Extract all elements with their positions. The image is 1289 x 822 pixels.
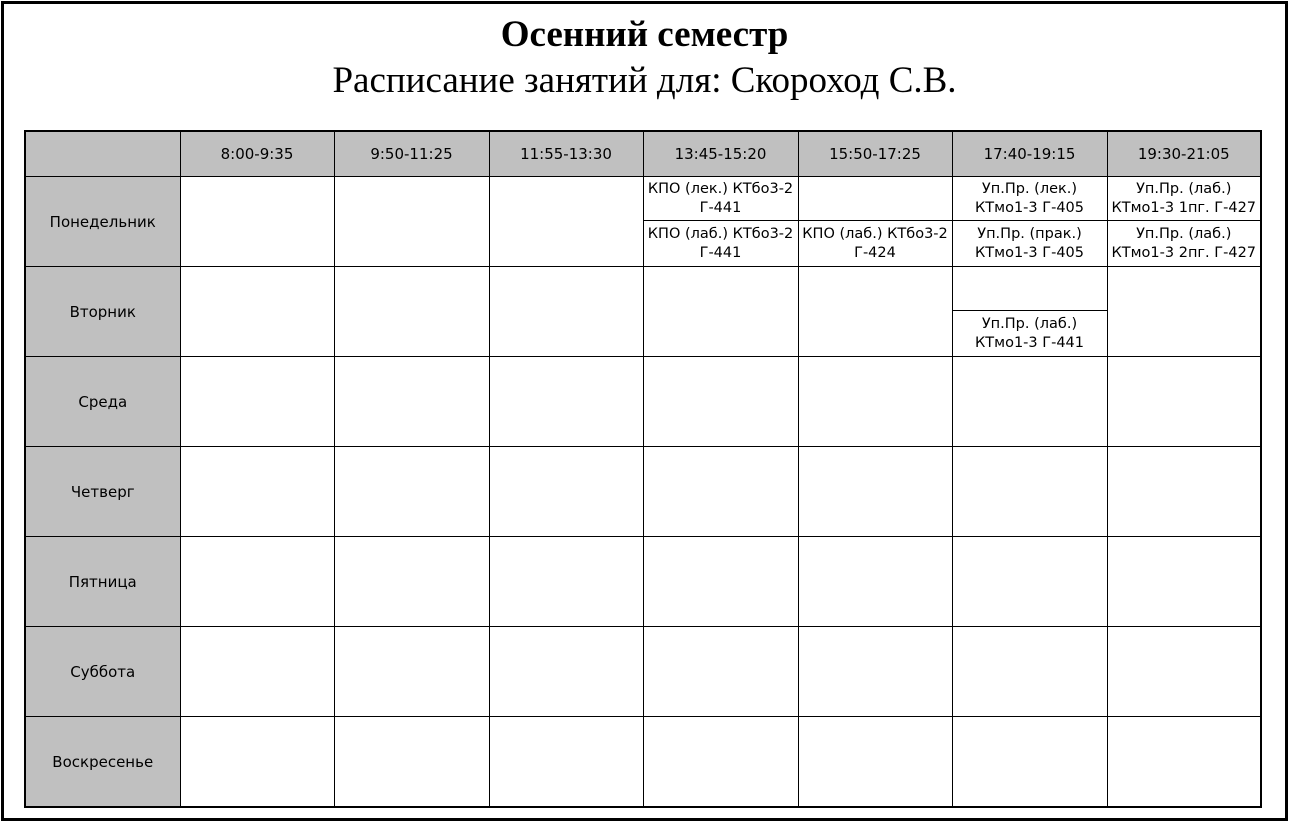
schedule-cell <box>180 447 334 537</box>
schedule-cell <box>952 267 1107 357</box>
day-label: Четверг <box>25 447 180 537</box>
class-entry <box>799 177 952 221</box>
page-title: Осенний семестр <box>500 14 789 55</box>
day-row-friday <box>25 537 1261 627</box>
day-row-sunday <box>25 717 1261 808</box>
day-row-monday <box>25 177 1261 267</box>
class-entry: Уп.Пр. (лек.) КТмо1-3 Г-405 <box>953 177 1107 221</box>
corner-cell <box>25 131 180 177</box>
schedule-cell <box>489 357 643 447</box>
time-slot-header: 9:50-11:25 <box>334 131 489 177</box>
schedule-cell <box>334 357 489 447</box>
schedule-cell <box>798 447 952 537</box>
schedule-cell <box>643 537 798 627</box>
schedule-cell <box>1107 447 1261 537</box>
schedule-cell <box>1107 627 1261 717</box>
day-label: Воскресенье <box>25 717 180 808</box>
day-label: Вторник <box>25 267 180 357</box>
schedule-cell <box>952 627 1107 717</box>
schedule-cell <box>180 357 334 447</box>
schedule-cell <box>1107 177 1261 267</box>
day-label: Пятница <box>25 537 180 627</box>
schedule-cell <box>334 627 489 717</box>
day-label: Суббота <box>25 627 180 717</box>
schedule-frame <box>1 1 1288 821</box>
schedule-cell <box>489 537 643 627</box>
schedule-cell <box>180 267 334 357</box>
schedule-cell <box>643 717 798 808</box>
schedule-cell <box>334 717 489 808</box>
class-entry: Уп.Пр. (прак.) КТмо1-3 Г-405 <box>974 225 1084 261</box>
schedule-cell <box>489 267 643 357</box>
time-slot-header: 15:50-17:25 <box>798 131 952 177</box>
schedule-cell <box>334 537 489 627</box>
schedule-cell <box>798 357 952 447</box>
schedule-cell <box>334 267 489 357</box>
schedule-cell <box>489 627 643 717</box>
schedule-table <box>24 130 1262 808</box>
schedule-cell <box>952 357 1107 447</box>
schedule-cell <box>334 177 489 267</box>
schedule-cell <box>1107 717 1261 808</box>
class-entry: Уп.Пр. (лаб.) КТмо1-3 2пг. Г-427 <box>1111 225 1257 261</box>
day-label: Среда <box>25 357 180 447</box>
page-subtitle: Расписание занятий для: Скороход С.В. <box>332 60 957 101</box>
schedule-cell <box>798 717 952 808</box>
class-entry <box>953 267 1107 311</box>
schedule-cell <box>643 447 798 537</box>
class-entry: КПО (лаб.) КТбо3-2 Г-441 <box>647 225 794 261</box>
class-entry: КПО (лаб.) КТбо3-2 Г-424 <box>802 225 948 261</box>
time-slot-header: 17:40-19:15 <box>952 131 1107 177</box>
schedule-cell <box>952 717 1107 808</box>
schedule-cell <box>1107 537 1261 627</box>
schedule-cell <box>798 627 952 717</box>
schedule-cell <box>643 177 798 267</box>
day-row-tuesday <box>25 267 1261 357</box>
schedule-cell <box>334 447 489 537</box>
day-row-saturday <box>25 627 1261 717</box>
time-slot-header: 8:00-9:35 <box>180 131 334 177</box>
schedule-cell <box>1107 267 1261 357</box>
schedule-cell <box>643 267 798 357</box>
schedule-cell <box>489 447 643 537</box>
schedule-cell <box>952 177 1107 267</box>
schedule-cell <box>643 357 798 447</box>
schedule-cell <box>180 537 334 627</box>
day-row-wednesday <box>25 357 1261 447</box>
day-label: Понедельник <box>25 177 180 267</box>
header-row <box>25 131 1261 177</box>
schedule-cell <box>489 717 643 808</box>
time-slot-header: 19:30-21:05 <box>1107 131 1261 177</box>
schedule-cell <box>180 177 334 267</box>
schedule-cell <box>1107 357 1261 447</box>
class-entry: Уп.Пр. (лаб.) КТмо1-3 1пг. Г-427 <box>1108 177 1261 221</box>
schedule-cell <box>180 627 334 717</box>
time-slot-header: 13:45-15:20 <box>643 131 798 177</box>
class-entry: КПО (лек.) КТбо3-2 Г-441 <box>644 177 798 221</box>
class-entry: Уп.Пр. (лаб.) КТмо1-3 Г-441 <box>974 315 1084 351</box>
schedule-cell <box>798 267 952 357</box>
schedule-cell <box>798 537 952 627</box>
schedule-cell <box>489 177 643 267</box>
schedule-cell <box>798 177 952 267</box>
day-row-thursday <box>25 447 1261 537</box>
schedule-cell <box>952 537 1107 627</box>
schedule-cell <box>643 627 798 717</box>
schedule-cell <box>180 717 334 808</box>
schedule-cell <box>952 447 1107 537</box>
time-slot-header: 11:55-13:30 <box>489 131 643 177</box>
